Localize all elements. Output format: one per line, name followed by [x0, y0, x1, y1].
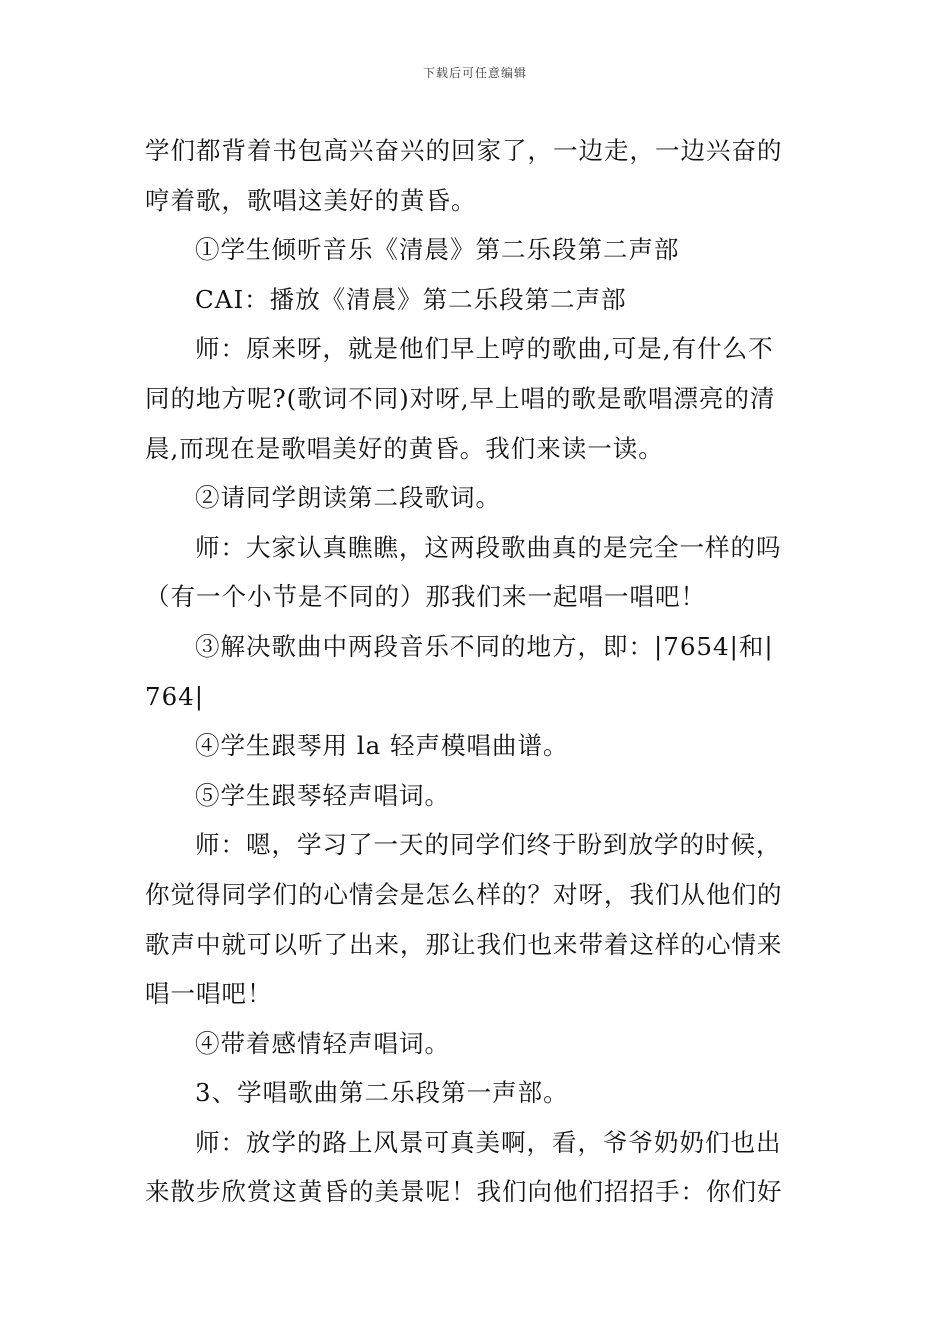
body-line: 764| — [145, 681, 205, 711]
page-header-note: 下载后可任意编辑 — [422, 66, 527, 80]
body-line: ②请同学朗读第二段歌词。 — [195, 483, 501, 513]
body-line: 歌声中就可以听了出来，那让我们也来带着这样的心情来 — [145, 929, 783, 959]
body-line: （有一个小节是不同的）那我们来一起唱一唱吧！ — [145, 582, 706, 612]
body-line: ③解决歌曲中两段音乐不同的地方，即：|7654|和| — [195, 631, 774, 661]
body-line: 唱一唱吧！ — [145, 979, 273, 1009]
body-line: 来散步欣赏这黄昏的美景呢！我们向他们招招手：你们好 — [145, 1177, 783, 1207]
body-line: ④学生跟琴用 la 轻声模唱曲谱。 — [195, 731, 569, 761]
body-line: CAI：播放《清晨》第二乐段第二声部 — [195, 284, 627, 314]
body-line: 师：放学的路上风景可真美啊，看，爷爷奶奶们也出 — [195, 1127, 782, 1157]
body-line: ①学生倾听音乐《清晨》第二乐段第二声部 — [195, 235, 680, 265]
body-line: 晨,而现在是歌唱美好的黄昏。我们来读一读。 — [145, 433, 664, 463]
body-line: 3、学唱歌曲第二乐段第一声部。 — [195, 1078, 569, 1108]
body-line: ⑤学生跟琴轻声唱词。 — [195, 780, 450, 810]
body-line: 师：大家认真瞧瞧，这两段歌曲真的是完全一样的吗 — [195, 532, 782, 562]
body-line: 同的地方呢?(歌词不同)对呀,早上唱的歌是歌唱漂亮的清 — [145, 383, 776, 413]
body-line: 师：原来呀，就是他们早上哼的歌曲,可是,有什么不 — [195, 334, 774, 364]
document-body — [145, 126, 810, 1217]
body-line: 学们都背着书包高兴奋兴的回家了，一边走，一边兴奋的 — [145, 136, 783, 165]
body-line: 师：嗯，学习了一天的同学们终于盼到放学的时候， — [195, 830, 782, 860]
body-line: 哼着歌，歌唱这美好的黄昏。 — [145, 185, 477, 215]
body-line: ④带着感情轻声唱词。 — [195, 1028, 450, 1058]
body-line: 你觉得同学们的心情会是怎么样的？对呀，我们从他们的 — [145, 879, 783, 909]
